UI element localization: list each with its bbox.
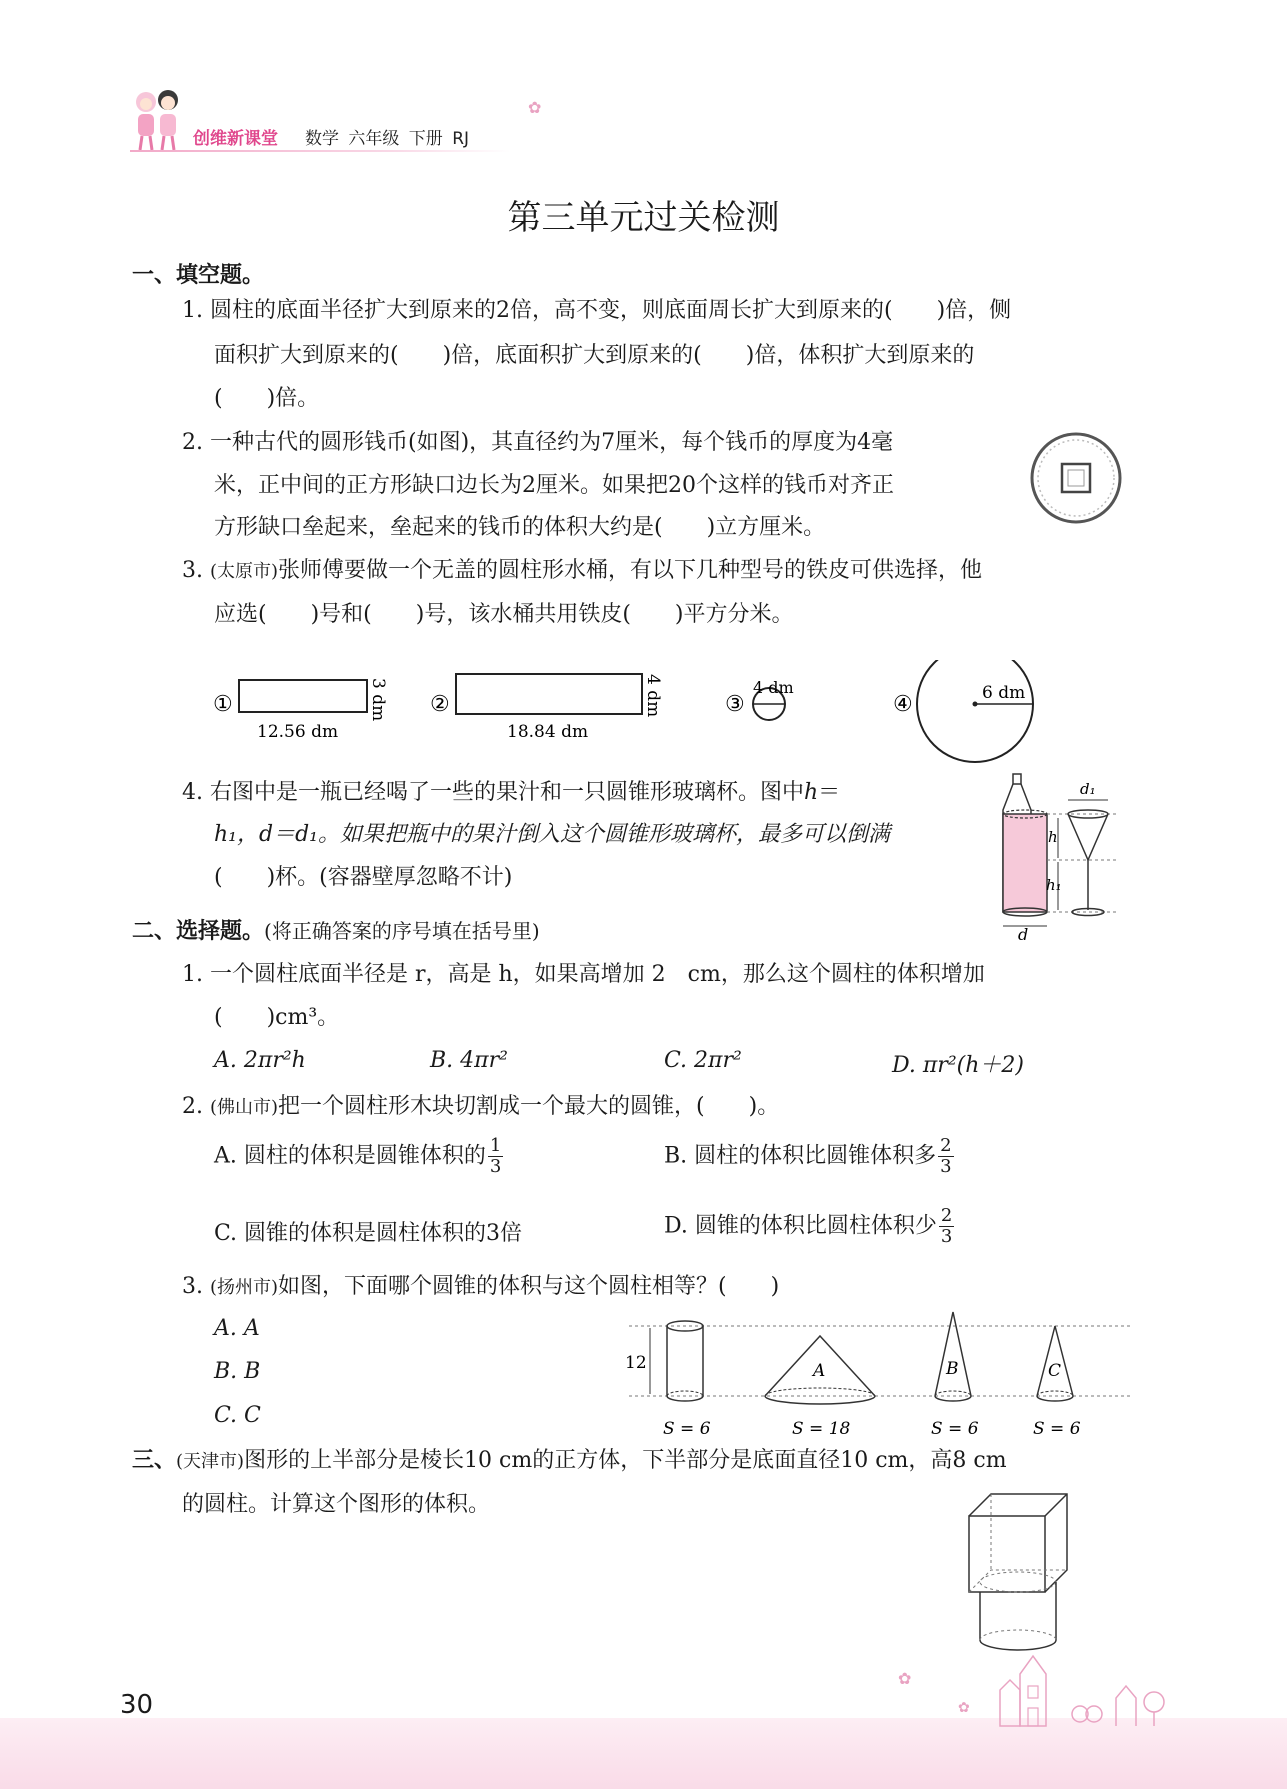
cone-c xyxy=(1033,1326,1081,1439)
sheet-4-radius: 6 dm xyxy=(982,683,1026,703)
q2-2-option-a xyxy=(214,1136,503,1177)
cone-c-label: C xyxy=(1048,1361,1062,1381)
q2-2-source: (佛山市) xyxy=(210,1097,279,1118)
flower-icon: ✿ xyxy=(528,98,542,117)
fraction-one-third xyxy=(488,1136,503,1177)
q2-2-stem-text: 把一个圆柱形木块切割成一个最大的圆锥，( )。 xyxy=(278,1094,780,1119)
fraction-d-numerator: 2 xyxy=(940,1205,953,1226)
coin-figure xyxy=(1028,430,1124,530)
q2-3-stem-text: 如图，下面哪个圆锥的体积与这个圆柱相等？( ) xyxy=(278,1274,780,1299)
fraction-d-denominator: 3 xyxy=(940,1226,953,1247)
q2-2-option-c: C. 圆锥的体积是圆柱体积的3倍 xyxy=(214,1221,523,1246)
fraction-b-denominator: 3 xyxy=(940,1156,952,1177)
q1-1-line1: 1. 圆柱的底面半径扩大到原来的2倍，高不变，则底面周长扩大到原来的( )倍，侧 xyxy=(182,298,1012,323)
section1-heading: 一、填空题。 xyxy=(132,263,265,288)
sheet-1-number: ① xyxy=(213,692,233,717)
header-series: 创维新课堂 xyxy=(193,129,278,149)
cylinder-height-label: 12 xyxy=(625,1353,647,1373)
section3-line2: 的圆柱。计算这个图形的体积。 xyxy=(182,1492,491,1517)
sheet-3 xyxy=(725,678,794,720)
q1-1-line2: 面积扩大到原来的( )倍，底面积扩大到原来的( )倍，体积扩大到原来的 xyxy=(214,343,975,368)
q2-1-line1: 1. 一个圆柱底面半径是 r，高是 h，如果高增加 2 cm，那么这个圆柱的体积增加 xyxy=(182,962,985,987)
cone-b xyxy=(931,1312,979,1439)
q1-3-line1 xyxy=(182,556,982,587)
cone-a-label: A xyxy=(813,1361,826,1381)
section2-heading xyxy=(132,914,540,945)
q1-4-line2: h₁，d＝d₁。如果把瓶中的果汁倒入这个圆锥形玻璃杯，最多可以倒满 xyxy=(214,822,890,847)
section2-title: 二、选择题。 xyxy=(132,919,265,944)
q1-4-line1-text: 4. 右图中是一瓶已经喝了一些的果汁和一只圆锥形玻璃杯。图中 xyxy=(182,780,804,805)
cone-height-label: h xyxy=(1048,828,1058,846)
header-subject: 数学 六年级 下册 RJ xyxy=(305,129,470,149)
cylinder-area-label: S = 6 xyxy=(663,1419,711,1439)
fraction-b-numerator: 2 xyxy=(940,1135,952,1156)
fraction-a-denominator: 3 xyxy=(489,1156,502,1177)
juice-bottle-cone-figure xyxy=(996,762,1126,946)
cone-a xyxy=(765,1336,875,1439)
fraction-a-numerator: 1 xyxy=(489,1135,502,1156)
q2-3-source: (扬州市) xyxy=(210,1277,279,1298)
q1-3-line2: 应选( )号和( )号，该水桶共用铁皮( )平方分米。 xyxy=(214,602,794,627)
castle-decoration-icon xyxy=(880,1650,1180,1732)
cylinder-cones-figure xyxy=(625,1310,1135,1444)
sheet-4 xyxy=(893,660,1033,762)
bottle-diameter: d xyxy=(1018,925,1029,942)
q1-4-line1 xyxy=(182,778,840,808)
q1-3-line1-text: 张师傅要做一个无盖的圆柱形水桶，有以下几种型号的铁皮可供选择，他 xyxy=(278,558,983,583)
sheet-2 xyxy=(430,674,663,742)
fraction-two-thirds-b xyxy=(938,1136,953,1177)
q1-4-line1-h: h xyxy=(804,780,819,805)
q2-2-option-b xyxy=(664,1136,954,1177)
stem-height-label: h₁ xyxy=(1046,876,1062,894)
q2-3-option-a: A. A xyxy=(214,1316,260,1341)
q2-2-option-d-text: D. 圆锥的体积比圆柱体积少 xyxy=(664,1213,937,1239)
q2-1-option-b: B. 4πr² xyxy=(430,1048,508,1073)
section3-number: 三、 xyxy=(132,1448,177,1473)
q2-2-option-a-text: A. 圆柱的体积是圆锥体积的 xyxy=(214,1143,486,1169)
q2-3-stem xyxy=(182,1272,779,1303)
cone-b-area-label: S = 6 xyxy=(931,1419,979,1439)
flower-icon-left: ✿ xyxy=(898,1669,912,1688)
sheet-1-width: 12.56 dm xyxy=(257,722,339,742)
q2-3-option-b: B. B xyxy=(214,1359,261,1384)
q2-1-option-a: A. 2πr²h xyxy=(214,1048,306,1073)
q2-3-option-c: C. C xyxy=(214,1403,261,1428)
cylinder xyxy=(663,1321,711,1439)
q1-4-line3: ( )杯。(容器壁厚忽略不计) xyxy=(214,865,513,890)
header-divider xyxy=(130,150,510,152)
q1-2-line3: 方形缺口垒起来，垒起来的钱币的体积大约是( )立方厘米。 xyxy=(214,515,826,540)
q2-2-option-d xyxy=(664,1206,954,1247)
cone-b-label: B xyxy=(946,1359,959,1379)
header-mascot xyxy=(128,86,190,156)
q1-2-line1: 2. 一种古代的圆形钱币(如图)，其直径约为7厘米，每个钱币的厚度为4毫 xyxy=(182,430,894,455)
q2-1-option-c: C. 2πr² xyxy=(664,1048,742,1073)
q1-3-figures xyxy=(205,660,1065,774)
cone-c-area-label: S = 6 xyxy=(1033,1419,1081,1439)
sheet-4-number: ④ xyxy=(893,692,913,717)
fraction-two-thirds-d xyxy=(939,1206,954,1247)
q1-2-line2: 米，正中间的正方形缺口边长为2厘米。如果把20个这样的钱币对齐正 xyxy=(214,473,894,498)
sheet-1-height: 3 dm xyxy=(368,678,388,722)
q1-1-line3: ( )倍。 xyxy=(214,386,320,411)
sheet-3-number: ③ xyxy=(725,692,745,717)
section3-line1-text: 图形的上半部分是棱长10 cm的正方体，下半部分是底面直径10 cm，高8 cm xyxy=(244,1448,1007,1473)
section2-note: (将正确答案的序号填在括号里) xyxy=(264,919,540,943)
sheet-2-number: ② xyxy=(430,692,450,717)
q1-4-line1-eq: ＝ xyxy=(818,780,841,805)
q2-1-option-d: D. πr²(h＋2) xyxy=(892,1053,1024,1078)
sheet-2-height: 4 dm xyxy=(643,674,663,718)
section3-source: (天津市) xyxy=(176,1451,245,1472)
q1-3-number: 3. xyxy=(182,558,203,583)
q2-2-option-b-text: B. 圆柱的体积比圆锥体积多 xyxy=(664,1143,937,1169)
q1-3-source: (太原市) xyxy=(210,561,279,582)
section3-line1 xyxy=(132,1446,1007,1477)
flower-icon-small: ✿ xyxy=(958,1700,970,1716)
q2-2-stem xyxy=(182,1092,779,1123)
cube-cylinder-figure xyxy=(965,1490,1075,1664)
sheet-2-width: 18.84 dm xyxy=(507,722,589,742)
sheet-3-diameter: 4 dm xyxy=(753,678,794,697)
q2-1-line2: ( )cm³。 xyxy=(214,1005,340,1030)
cone-a-area-label: S = 18 xyxy=(792,1419,851,1439)
q2-2-number: 2. xyxy=(182,1094,203,1119)
cone-diameter-label: d₁ xyxy=(1080,780,1096,798)
page-title: 第三单元过关检测 xyxy=(507,198,780,238)
page-number: 30 xyxy=(120,1690,154,1720)
q2-3-number: 3. xyxy=(182,1274,203,1299)
sheet-1 xyxy=(213,678,388,742)
